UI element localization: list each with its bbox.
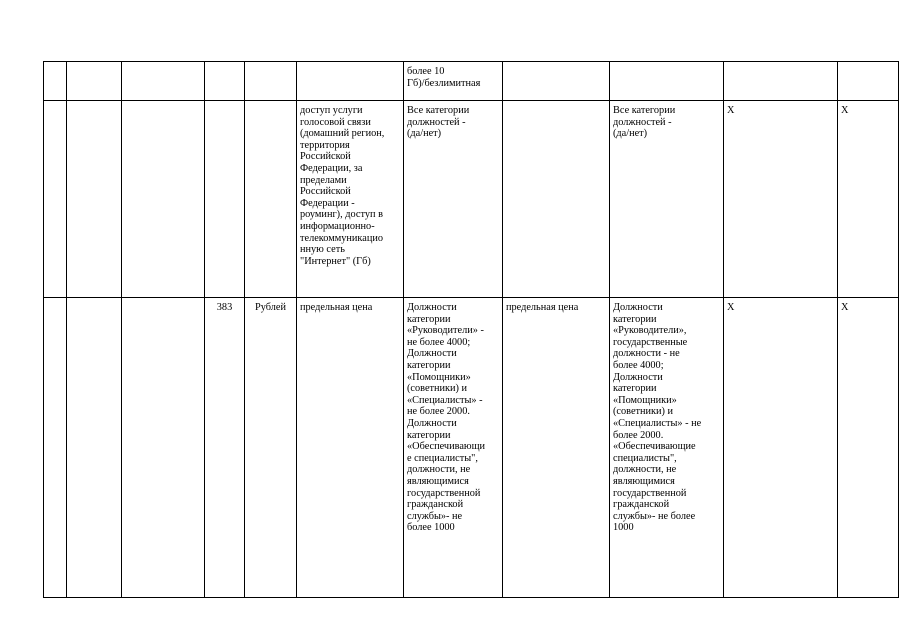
table-cell — [297, 62, 404, 101]
position-category-cell: Все категории должностей - (да/нет) — [404, 101, 503, 298]
unit-cell: Рублей — [245, 298, 297, 598]
code-cell: 383 — [205, 298, 245, 598]
table-cell — [503, 62, 610, 101]
table-cell — [44, 101, 67, 298]
table-cell — [67, 298, 122, 598]
service-description-cell: доступ услуги голосовой связи (домашний регион, территория Российской Федерации, за пределами Российской Федерации - роуминг), доступ в информационно- телекоммуникацио нную сеть "Интернет" (Гб) — [297, 101, 404, 298]
table-cell — [44, 298, 67, 598]
limit-values-cell: Должности категории «Руководители», государственные должности - не более 4000; Должности категории «Помощники» (советники) и «Специалисты» - не более 2000. «Обеспечивающие специалисты", должности, не являющимися государственной гражданской службы»- не более 1000 — [610, 298, 724, 598]
table-cell — [122, 62, 205, 101]
norms-table — [43, 61, 899, 598]
characteristic-cell: предельная цена — [503, 298, 610, 598]
table-cell: более 10 Гб)/безлимитная — [404, 62, 503, 101]
table-cell — [245, 62, 297, 101]
mark-cell: Х — [838, 298, 899, 598]
table-cell — [205, 62, 245, 101]
table-cell — [67, 101, 122, 298]
limit-values-cell: Должности категории «Руководители» - не более 4000; Должности категории «Помощники» (советники) и «Специалисты» - не более 2000. Должности категории «Обеспечивающи е специалисты", должности, не являющимися государственной гражданской службы»- не более 1000 — [404, 298, 503, 598]
characteristic-cell: предельная цена — [297, 298, 404, 598]
mark-cell: Х — [724, 101, 838, 298]
table-cell — [724, 62, 838, 101]
mark-cell: Х — [724, 298, 838, 598]
mark-cell: Х — [838, 101, 899, 298]
table-cell — [122, 298, 205, 598]
table-cell — [67, 62, 122, 101]
table-cell — [245, 101, 297, 298]
table-row — [44, 62, 899, 101]
table-cell — [610, 62, 724, 101]
table-row — [44, 298, 899, 598]
table-cell — [44, 62, 67, 101]
table-cell — [205, 101, 245, 298]
table-row — [44, 101, 899, 298]
position-category-cell: Все категории должностей - (да/нет) — [610, 101, 724, 298]
table-cell — [122, 101, 205, 298]
table-cell — [838, 62, 899, 101]
table-cell — [503, 101, 610, 298]
